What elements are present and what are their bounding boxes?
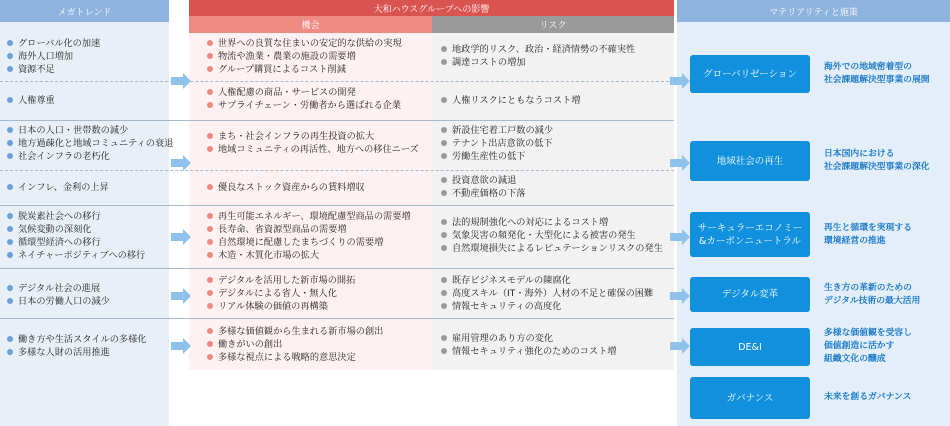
arrow-right-icon <box>171 338 191 354</box>
list-item: 働きがいの創出 <box>206 338 383 351</box>
megatrend-list <box>6 333 146 359</box>
list-item: まち・社会インフラの再生投資の拡大 <box>206 130 419 143</box>
risk-list <box>440 124 553 163</box>
list-item: インフレ、金利の上昇 <box>6 181 109 194</box>
list-item: 自然環境損失によるレピュテーションリスクの発生 <box>440 242 663 255</box>
list-item: 法的規制強化への対応によるコスト増 <box>440 216 663 229</box>
arrow-right-icon <box>171 155 191 171</box>
list-item: 多様な人財の活用推進 <box>6 346 146 359</box>
risk-list <box>440 174 526 200</box>
list-item: ネイチャーポジティブへの移行 <box>6 249 145 262</box>
risk-list <box>440 332 616 358</box>
arrow-right-icon <box>670 155 690 171</box>
risk-header: リスク <box>432 16 674 33</box>
list-item: 投資意欲の減退 <box>440 174 526 187</box>
opportunity-list <box>206 274 355 313</box>
list-item: 脱炭素社会への移行 <box>6 210 145 223</box>
list-item: 社会インフラの老朽化 <box>6 150 173 163</box>
row-divider <box>0 170 674 171</box>
list-item: 気候変動の深刻化 <box>6 223 145 236</box>
arrow-right-icon <box>670 73 690 89</box>
list-item: グループ購買によるコスト削減 <box>206 63 402 76</box>
megatrend-list <box>6 124 173 163</box>
list-item: 新設住宅着工戸数の減少 <box>440 124 553 137</box>
materiality-description: 日本国内における 社会課題解決型事業の深化 <box>824 149 930 172</box>
list-item: サプライチェーン・労働者から選ばれる企業 <box>206 99 401 112</box>
list-item: 自然環境に配慮したまちづくりの需要増 <box>206 236 411 249</box>
materiality-description: 未来を創るガバナンス <box>824 392 912 402</box>
group-divider <box>0 318 674 319</box>
megatrend-list <box>6 181 109 194</box>
opportunity-column <box>189 33 432 370</box>
list-item: テナント出店意欲の低下 <box>440 137 553 150</box>
materiality-description: 海外での地域密着型の 社会課題解決型事業の展開 <box>824 62 930 85</box>
arrow-right-icon <box>670 288 690 304</box>
list-item: 高度スキル（IT・海外）人材の不足と確保の困難 <box>440 287 653 300</box>
list-item: 地政学的リスク、政治・経済情勢の不確実性 <box>440 43 635 56</box>
materiality-dei[interactable]: DE&I <box>690 328 810 366</box>
list-item: 情報セキュリティの高度化 <box>440 300 653 313</box>
megatrend-list <box>6 37 100 76</box>
list-item: 不動産価格の下落 <box>440 187 526 200</box>
list-item: リアル体験の価値の再構築 <box>206 300 355 313</box>
daiwa-impact-header: 大和ハウスグループへの影響 <box>189 0 674 16</box>
list-item: 世界への良質な住まいの安定的な供給の実現 <box>206 37 402 50</box>
list-item: 木造・木質化市場の拡大 <box>206 249 411 262</box>
list-item: デジタル社会の進展 <box>6 282 110 295</box>
list-item: 人権リスクにともなうコスト増 <box>440 94 580 107</box>
list-item: 日本の人口・世帯数の減少 <box>6 124 173 137</box>
risk-list <box>440 216 663 255</box>
materiality-description: 多様な価値観を受容し 価値創造に活かす 組織文化の醸成 <box>824 328 912 364</box>
list-item: 長寿命、省資源型商品の需要増 <box>206 223 411 236</box>
materiality-description: 再生と循環を実現する 環境経営の推進 <box>824 223 912 246</box>
risk-list <box>440 43 635 69</box>
list-item: 多様な価値観から生まれる新市場の創出 <box>206 325 383 338</box>
risk-list <box>440 274 653 313</box>
list-item: 海外人口増加 <box>6 50 100 63</box>
materiality-header: マテリアリティと施策 <box>677 0 950 22</box>
materiality-circular-carbon-neutral[interactable]: サーキュラーエコノミー &カーボンニュートラル <box>690 212 810 257</box>
arrow-right-icon <box>171 73 191 89</box>
list-item: 循環型経済への移行 <box>6 236 145 249</box>
list-item: 多様な視点による戦略的意思決定 <box>206 351 383 364</box>
list-item: グローバル化の加速 <box>6 37 100 50</box>
list-item: 人権尊重 <box>6 94 55 107</box>
list-item: 地域コミュニティの再活性、地方への移住ニーズ <box>206 143 419 156</box>
arrow-right-icon <box>171 288 191 304</box>
list-item: 雇用管理のあり方の変化 <box>440 332 616 345</box>
arrow-right-icon <box>171 229 191 245</box>
opportunity-list <box>206 325 383 364</box>
list-item: 人権配慮の商品・サービスの開発 <box>206 86 401 99</box>
opportunity-list <box>206 210 411 262</box>
megatrend-list <box>6 210 145 262</box>
list-item: 地方過疎化と地域コミュニティの衰退 <box>6 137 173 150</box>
opportunity-header: 機会 <box>189 16 432 33</box>
row-divider <box>0 81 674 82</box>
opportunity-list <box>206 86 401 112</box>
list-item: 資源不足 <box>6 63 100 76</box>
materiality-regional-revitalization[interactable]: 地域社会の再生 <box>690 141 810 181</box>
materiality-digital-transformation[interactable]: デジタル変革 <box>690 277 810 312</box>
opportunity-list <box>206 181 365 194</box>
list-item: 気象災害の頻発化・大型化による被害の発生 <box>440 229 663 242</box>
list-item: 再生可能エネルギー、環境配慮型商品の需要増 <box>206 210 411 223</box>
megatrend-list <box>6 282 110 308</box>
group-divider <box>0 120 674 121</box>
list-item: 既存ビジネスモデルの陳腐化 <box>440 274 653 287</box>
opportunity-list <box>206 130 419 156</box>
group-divider <box>0 205 674 206</box>
list-item: デジタルによる省人・無人化 <box>206 287 355 300</box>
opportunity-list <box>206 37 402 76</box>
risk-list <box>440 94 580 107</box>
group-divider <box>0 268 674 269</box>
list-item: デジタルを活用した新市場の開拓 <box>206 274 355 287</box>
materiality-globalization[interactable]: グローバリゼーション <box>690 55 810 93</box>
megatrend-list <box>6 94 55 107</box>
list-item: 調達コストの増加 <box>440 56 635 69</box>
list-item: 物流や漁業・農業の施設の需要増 <box>206 50 402 63</box>
list-item: 働き方や生活スタイルの多様化 <box>6 333 146 346</box>
materiality-governance[interactable]: ガバナンス <box>690 377 810 419</box>
arrow-right-icon <box>670 229 690 245</box>
materiality-description: 生き方の革新のための デジタル技術の最大活用 <box>824 283 921 306</box>
list-item: 日本の労働人口の減少 <box>6 295 110 308</box>
list-item: 情報セキュリティ強化のためのコスト増 <box>440 345 616 358</box>
list-item: 労働生産性の低下 <box>440 150 553 163</box>
arrow-right-icon <box>670 338 690 354</box>
risk-column <box>432 33 674 370</box>
list-item: 優良なストック資産からの賃料増収 <box>206 181 365 194</box>
megatrend-header: メガトレンド <box>0 0 169 22</box>
